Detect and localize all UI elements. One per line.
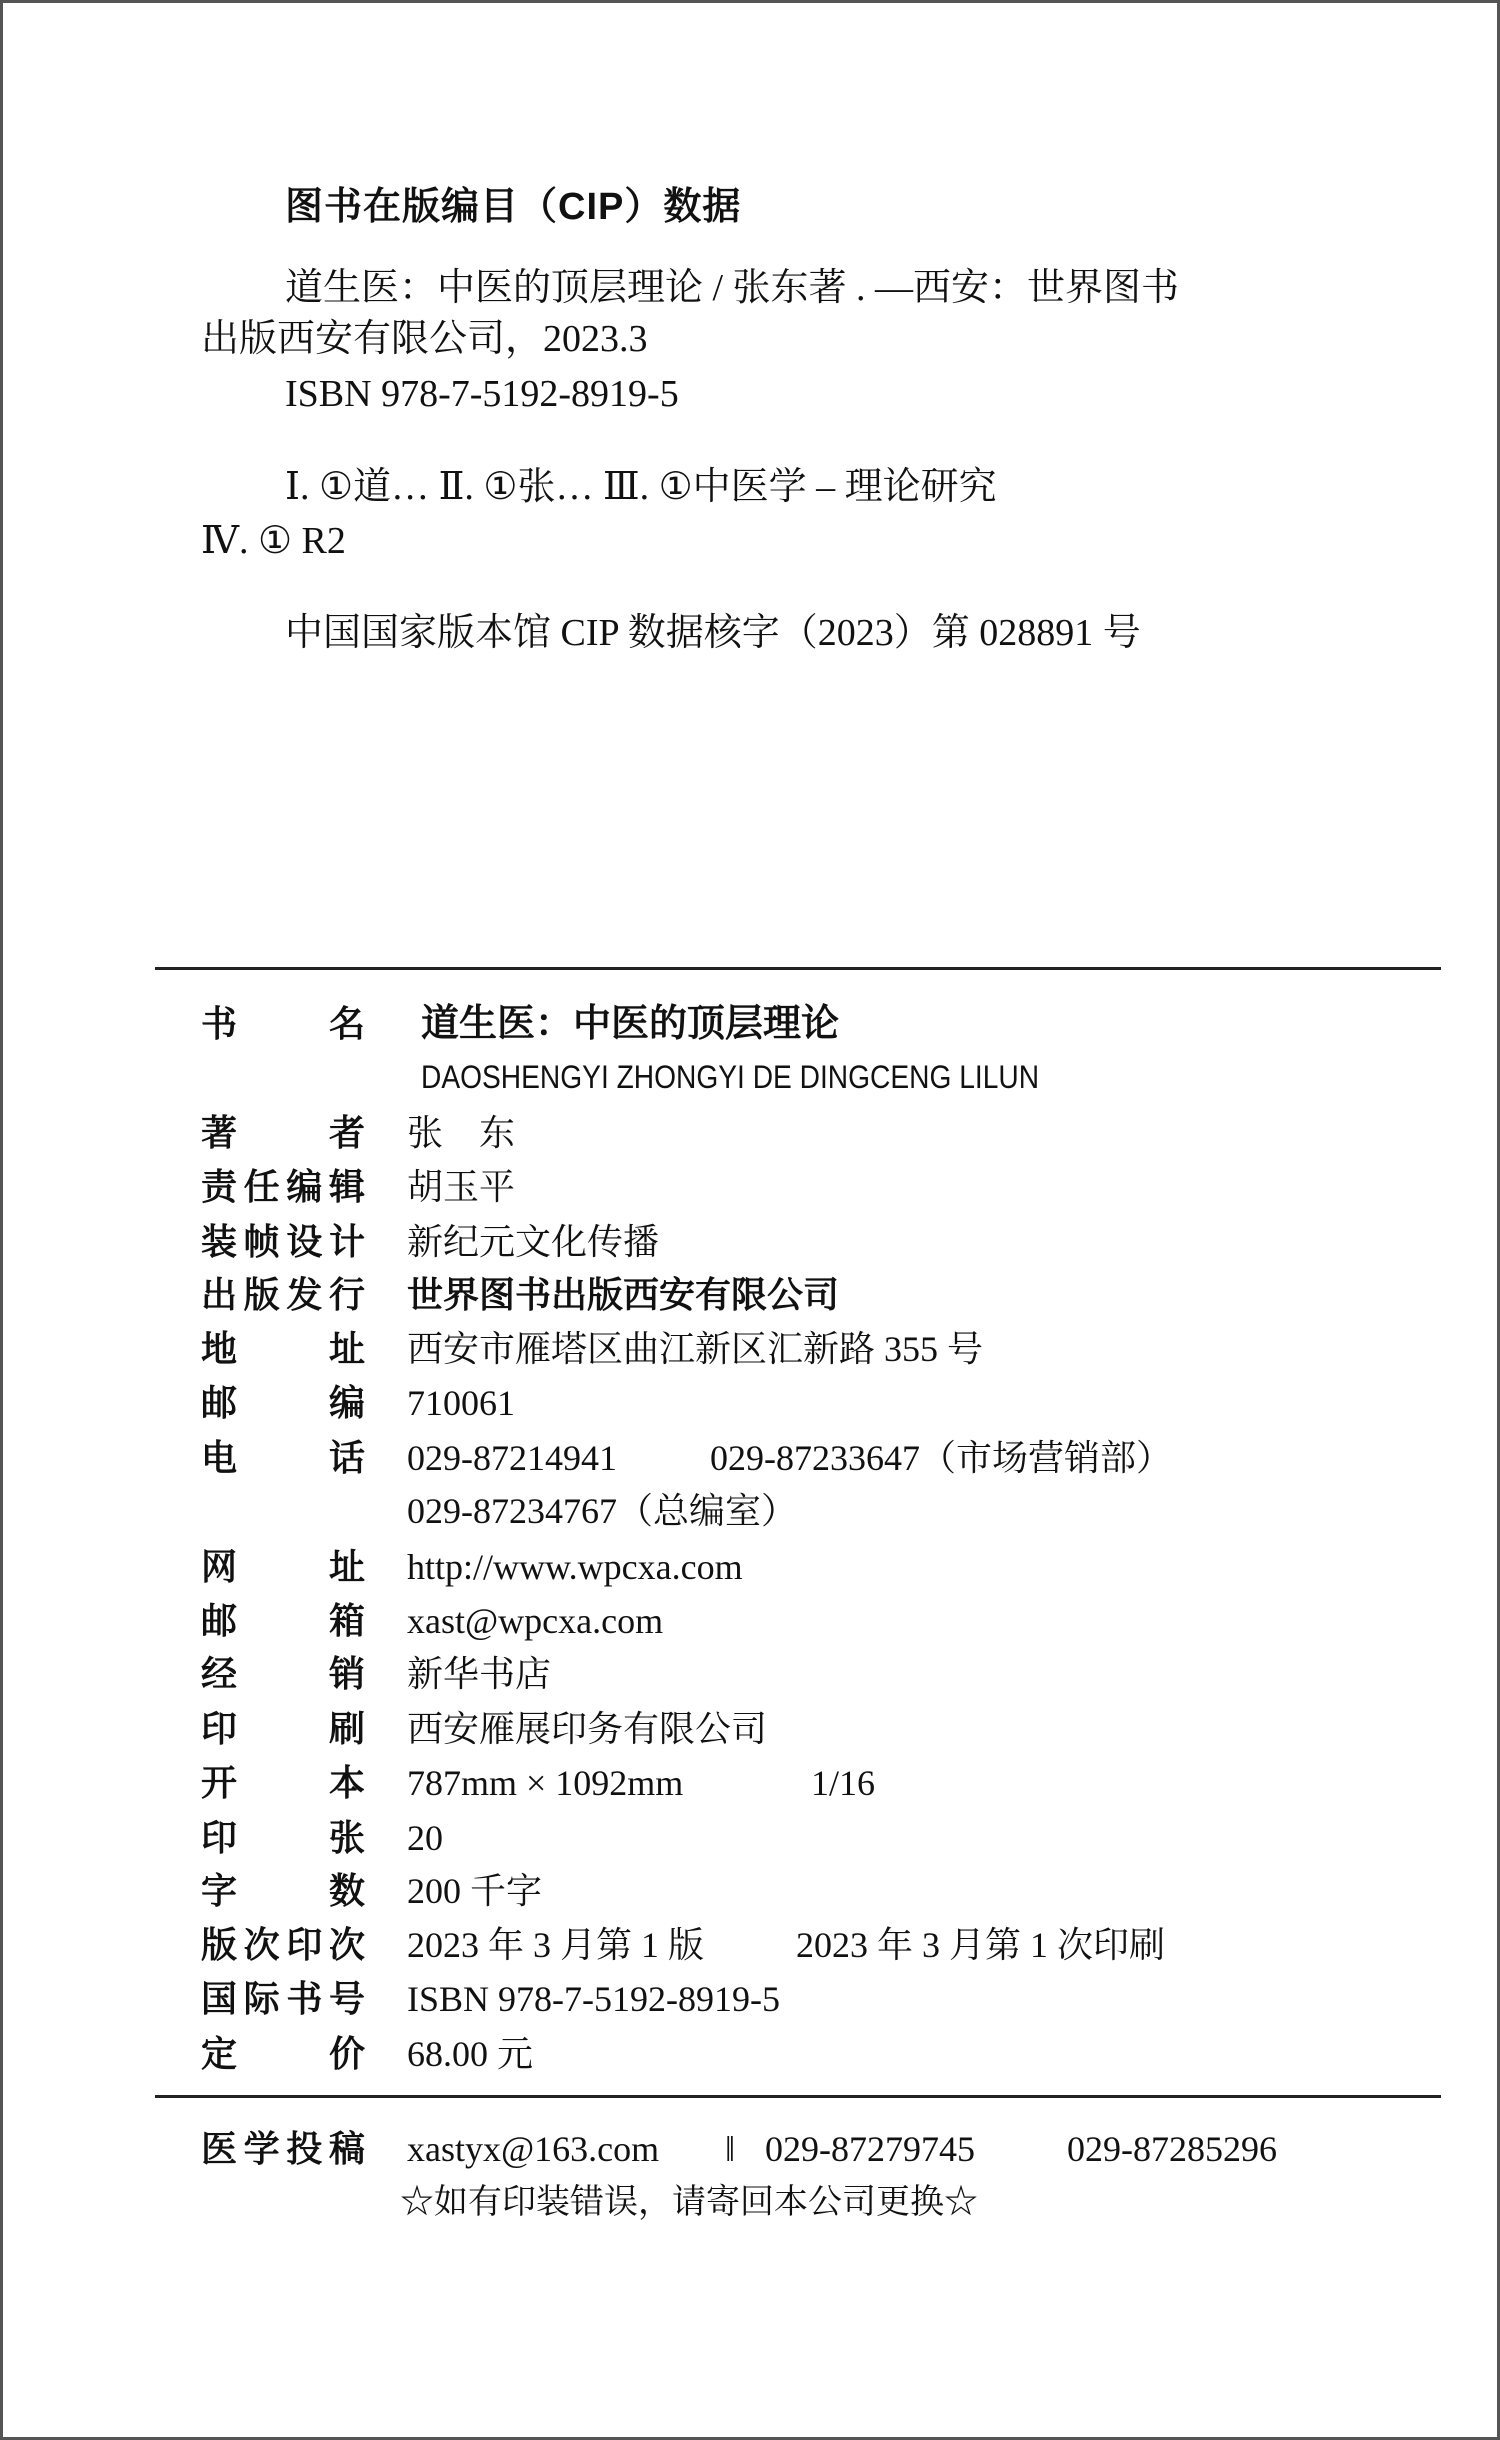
cip-line-verification: 中国国家版本馆 CIP 数据核字（2023）第 028891 号 [285, 612, 1141, 654]
label-char: 行 [328, 1274, 365, 1315]
divider-bottom [155, 2095, 1441, 2098]
label-char: 网 [201, 1546, 238, 1587]
cip-heading: 图书在版编目（CIP）数据 [285, 186, 742, 228]
label-char: 话 [328, 1437, 365, 1478]
cip-line-isbn: ISBN 978-7-5192-8919-5 [285, 373, 679, 415]
label-char: 开 [201, 1762, 238, 1803]
label-address [201, 1327, 365, 1371]
label-char: 编 [286, 1166, 323, 1207]
value-email: xast@wpcxa.com [407, 1601, 664, 1641]
value-book-pinyin: DAOSHENGYI ZHONGYI DE DINGCENG LILUN [421, 1059, 1040, 1095]
label-sheets [201, 1816, 365, 1860]
value-price: 68.00 元 [407, 2034, 534, 2074]
value-phone-1: 029-87214941 [407, 1438, 617, 1478]
label-char: 发 [286, 1274, 323, 1315]
value-printing: 2023 年 3 月第 1 次印刷 [796, 1925, 1166, 1965]
cip-line-title: 道生医：中医的顶层理论 / 张东著 . —西安：世界图书 [285, 267, 1180, 309]
label-char: 版 [201, 1924, 238, 1965]
label-isbn [201, 1977, 365, 2021]
label-char: 次 [328, 1924, 365, 1965]
label-char: 装 [201, 1221, 238, 1262]
value-word-count: 200 千字 [407, 1871, 543, 1911]
value-printer: 西安雁展印务有限公司 [407, 1709, 768, 1749]
label-char: 号 [328, 1978, 365, 2019]
label-char: 著 [201, 1112, 238, 1153]
value-author: 张 东 [407, 1113, 516, 1153]
label-char: 经 [201, 1653, 238, 1694]
label-char: 印 [286, 1924, 323, 1965]
label-char: 责 [201, 1166, 238, 1207]
value-format-fold: 1/16 [811, 1763, 876, 1803]
value-phone-editorial: 029-87234767（总编室） [407, 1491, 797, 1531]
value-sheets: 20 [407, 1818, 443, 1858]
label-char: 本 [328, 1762, 365, 1803]
value-format-size: 787mm × 1092mm [407, 1763, 684, 1803]
submission-email: xastyx@163.com [407, 2129, 660, 2169]
label-char: 印 [201, 1708, 238, 1749]
label-char: 书 [286, 1978, 323, 2019]
label-printer [201, 1707, 365, 1751]
label-char: 计 [328, 1221, 365, 1262]
label-char: 定 [201, 2033, 238, 2074]
label-char: 字 [201, 1870, 238, 1911]
label-char: 帧 [243, 1221, 280, 1262]
value-address: 西安市雁塔区曲江新区汇新路 355 号 [407, 1329, 984, 1369]
label-postcode [201, 1381, 365, 1425]
label-char: 版 [243, 1274, 280, 1315]
value-design: 新纪元文化传播 [407, 1222, 660, 1262]
submission-phone-1: 029-87279745 [765, 2129, 975, 2169]
cip-line-publisher: 出版西安有限公司，2023.3 [201, 318, 648, 360]
label-char: 者 [328, 1112, 365, 1153]
label-char: 邮 [201, 1600, 238, 1641]
value-edition: 2023 年 3 月第 1 版 [407, 1925, 705, 1965]
label-char: 任 [243, 1166, 280, 1207]
label-medical-submission [201, 2127, 365, 2171]
label-editor [201, 1165, 365, 1209]
label-char: 数 [328, 1870, 365, 1911]
label-char: 址 [328, 1328, 365, 1369]
label-design [201, 1220, 365, 1264]
label-publisher [201, 1273, 365, 1317]
label-price [201, 2032, 365, 2076]
divider-top [155, 967, 1441, 970]
label-char: 张 [328, 1817, 365, 1858]
label-book-title [201, 1002, 365, 1046]
submission-separator: ‖ [725, 2129, 736, 2169]
value-website: http://www.wpcxa.com [407, 1547, 743, 1587]
label-char: 印 [201, 1817, 238, 1858]
value-book-title: 道生医：中医的顶层理论 [421, 1003, 840, 1045]
label-char: 学 [243, 2128, 280, 2169]
label-char: 辑 [328, 1166, 365, 1207]
label-char: 次 [243, 1924, 280, 1965]
misprint-notice: ☆如有印装错误，请寄回本公司更换☆ [400, 2184, 978, 2221]
label-char: 箱 [328, 1600, 365, 1641]
label-distributor [201, 1652, 365, 1696]
label-char: 出 [201, 1274, 238, 1315]
value-phone-marketing: 029-87233647（市场营销部） [710, 1438, 1172, 1478]
label-char: 投 [286, 2128, 323, 2169]
value-distributor: 新华书店 [407, 1654, 552, 1694]
label-char: 价 [328, 2033, 365, 2074]
label-word-count [201, 1869, 365, 1913]
value-isbn: ISBN 978-7-5192-8919-5 [407, 1979, 780, 2019]
label-char: 稿 [328, 2128, 365, 2169]
label-edition [201, 1923, 365, 1967]
submission-phone-2: 029-87285296 [1067, 2129, 1277, 2169]
label-char: 编 [328, 1382, 365, 1423]
value-editor: 胡玉平 [407, 1167, 516, 1207]
label-char: 刷 [328, 1708, 365, 1749]
label-char: 地 [201, 1328, 238, 1369]
cip-line-clc: Ⅳ. ① R2 [201, 520, 346, 562]
label-char: 名 [328, 1003, 365, 1044]
label-char: 邮 [201, 1382, 238, 1423]
label-author [201, 1111, 365, 1155]
label-email [201, 1599, 365, 1643]
label-char: 际 [243, 1978, 280, 2019]
cip-line-classification: Ⅰ. ①道… Ⅱ. ①张… Ⅲ. ①中医学 – 理论研究 [285, 466, 997, 508]
label-char: 国 [201, 1978, 238, 2019]
label-char: 址 [328, 1546, 365, 1587]
label-char: 医 [201, 2128, 238, 2169]
label-char: 设 [286, 1221, 323, 1262]
value-publisher: 世界图书出版西安有限公司 [407, 1274, 840, 1316]
label-char: 销 [328, 1653, 365, 1694]
label-phone [201, 1436, 365, 1480]
label-char: 电 [201, 1437, 238, 1478]
label-char: 书 [201, 1003, 238, 1044]
label-format [201, 1761, 365, 1805]
value-postcode: 710061 [407, 1383, 515, 1423]
label-website [201, 1545, 365, 1589]
